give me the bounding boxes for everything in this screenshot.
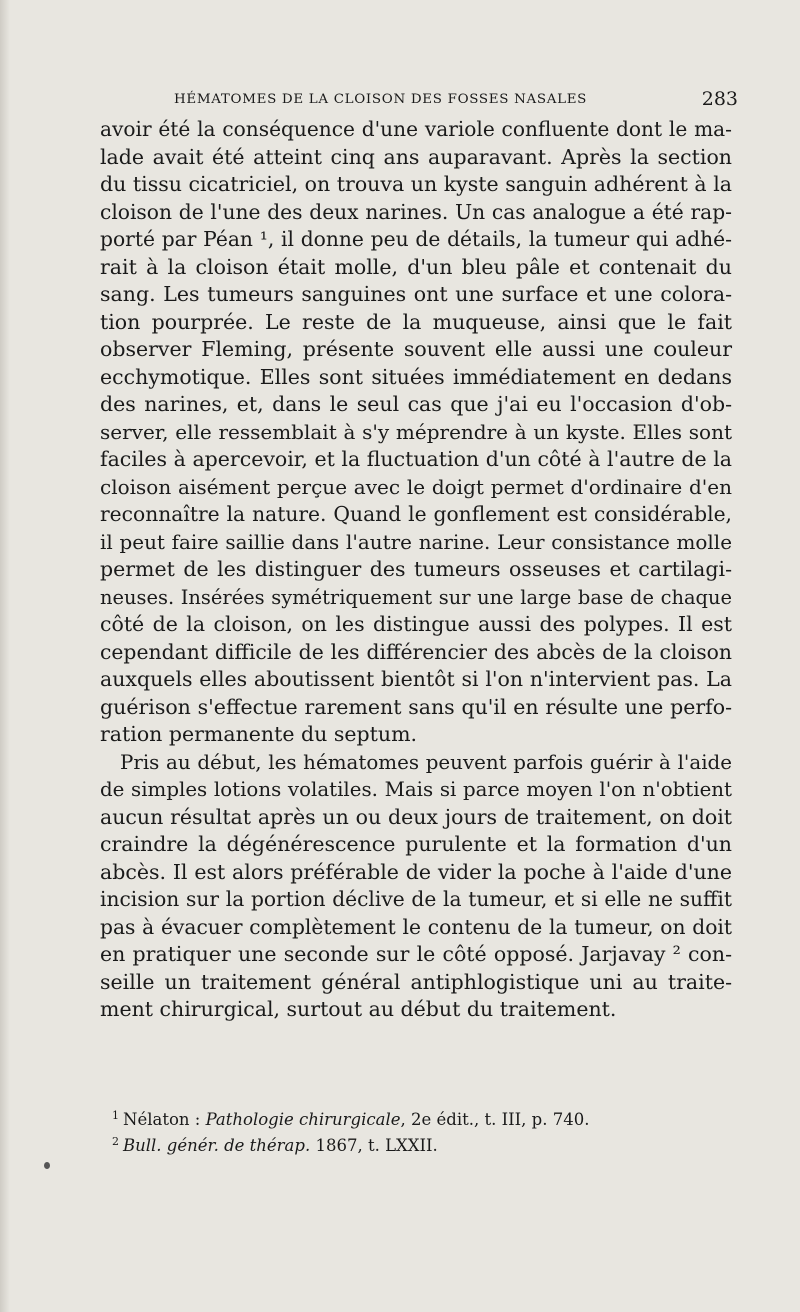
footnote-mark: 1 xyxy=(112,1109,119,1122)
text-line: des narines, et, dans le seul cas que j'ai eu l'occasion d'ob- xyxy=(100,392,732,416)
text-line: rait à la cloison était molle, d'un bleu pâle et contenait du xyxy=(100,254,732,279)
page-header xyxy=(174,88,738,112)
text-line: porté par Péan ¹, il donne peu de détails, la tumeur qui adhé- xyxy=(100,227,732,251)
text-line: sang. Les tumeurs sanguines ont une surface et une colora- xyxy=(100,282,732,306)
text-line: avoir été la conséquence d'une variole confluente dont le ma- xyxy=(100,117,732,141)
footnote-text: , 2e édit., t. III, p. 740. xyxy=(400,1110,590,1129)
text-line: cloison de l'une des deux narines. Un cas analogue a été rap- xyxy=(100,199,732,224)
text-line: neuses. Insérées symétriquement sur une large base de chaque xyxy=(100,585,732,609)
text-line: guérison s'effectue rarement sans qu'il en résulte une perfo- xyxy=(100,694,732,719)
ink-speck xyxy=(44,1162,50,1169)
text-line: de simples lotions volatiles. Mais si parce moyen l'on n'obtient xyxy=(100,778,732,801)
text-line: aucun résultat après un ou deux jours de traitement, on doit xyxy=(100,804,732,829)
paragraph xyxy=(100,749,732,1024)
text-line: server, elle ressemblait à s'y méprendre à un kyste. Elles sont xyxy=(100,419,732,444)
text-line: ment chirurgical, surtout au début du traitement. xyxy=(100,997,617,1021)
text-line: auxquels elles aboutissent bientôt si l'on n'intervient pas. La xyxy=(100,667,732,691)
text-line: du tissu cicatriciel, on trouva un kyste sanguin adhérent à la xyxy=(100,172,732,196)
footnote-title: Bull. génér. de thérap. xyxy=(123,1136,311,1155)
text-line: reconnaître la nature. Quand le gonflement est considérable, xyxy=(100,502,732,526)
footnote xyxy=(112,1103,672,1129)
footnotes xyxy=(112,1103,672,1155)
text-line: incision sur la portion déclive de la tumeur, et si elle ne suffit xyxy=(100,887,732,911)
text-line: Pris au début, les hématomes peuvent parfois guérir à l'aide xyxy=(120,750,732,774)
text-line: craindre la dégénérescence purulente et la formation d'un xyxy=(100,832,732,856)
text-line: permet de les distinguer des tumeurs osseuses et cartilagi- xyxy=(100,557,732,581)
page-edge-shadow xyxy=(0,0,10,1312)
text-line: cloison aisément perçue avec le doigt permet d'ordinaire d'en xyxy=(100,474,732,499)
text-line: il peut faire saillie dans l'autre narine. Leur consistance molle xyxy=(100,529,732,554)
text-line: faciles à apercevoir, et la fluctuation d'un côté à l'autre de la xyxy=(100,447,732,471)
text-line: lade avait été atteint cinq ans auparavant. Après la section xyxy=(100,144,732,169)
text-line: pas à évacuer complètement le contenu de la tumeur, on doit xyxy=(100,914,732,939)
text-line: en pratiquer une seconde sur le côté opposé. Jarjavay ² con- xyxy=(100,942,732,966)
footnote xyxy=(112,1129,672,1155)
text-line: observer Fleming, présente souvent elle aussi une couleur xyxy=(100,337,732,361)
text-line: ecchymotique. Elles sont situées immédiatement en dedans xyxy=(100,364,732,389)
paragraph xyxy=(100,116,732,749)
footnote-text: 1867, t. LXXII. xyxy=(310,1136,438,1155)
page-number: 283 xyxy=(701,88,738,110)
text-line: abcès. Il est alors préférable de vider la poche à l'aide d'une xyxy=(100,859,732,884)
text-line: cependant difficile de les différencier des abcès de la cloison xyxy=(100,639,732,664)
footnote-mark: 2 xyxy=(112,1135,119,1148)
footnote-text: Nélaton : xyxy=(123,1110,206,1129)
body-text xyxy=(100,116,732,1024)
running-title: HÉMATOMES DE LA CLOISON DES FOSSES NASALES xyxy=(174,92,588,107)
text-line: tion pourprée. Le reste de la muqueuse, ainsi que le fait xyxy=(100,309,732,334)
text-line: ration permanente du septum. xyxy=(100,722,418,746)
footnote-title: Pathologie chirurgicale xyxy=(205,1110,401,1129)
text-line: seille un traitement général antiphlogistique uni au traite- xyxy=(100,969,732,994)
text-line: côté de la cloison, on les distingue aussi des polypes. Il est xyxy=(100,612,732,636)
